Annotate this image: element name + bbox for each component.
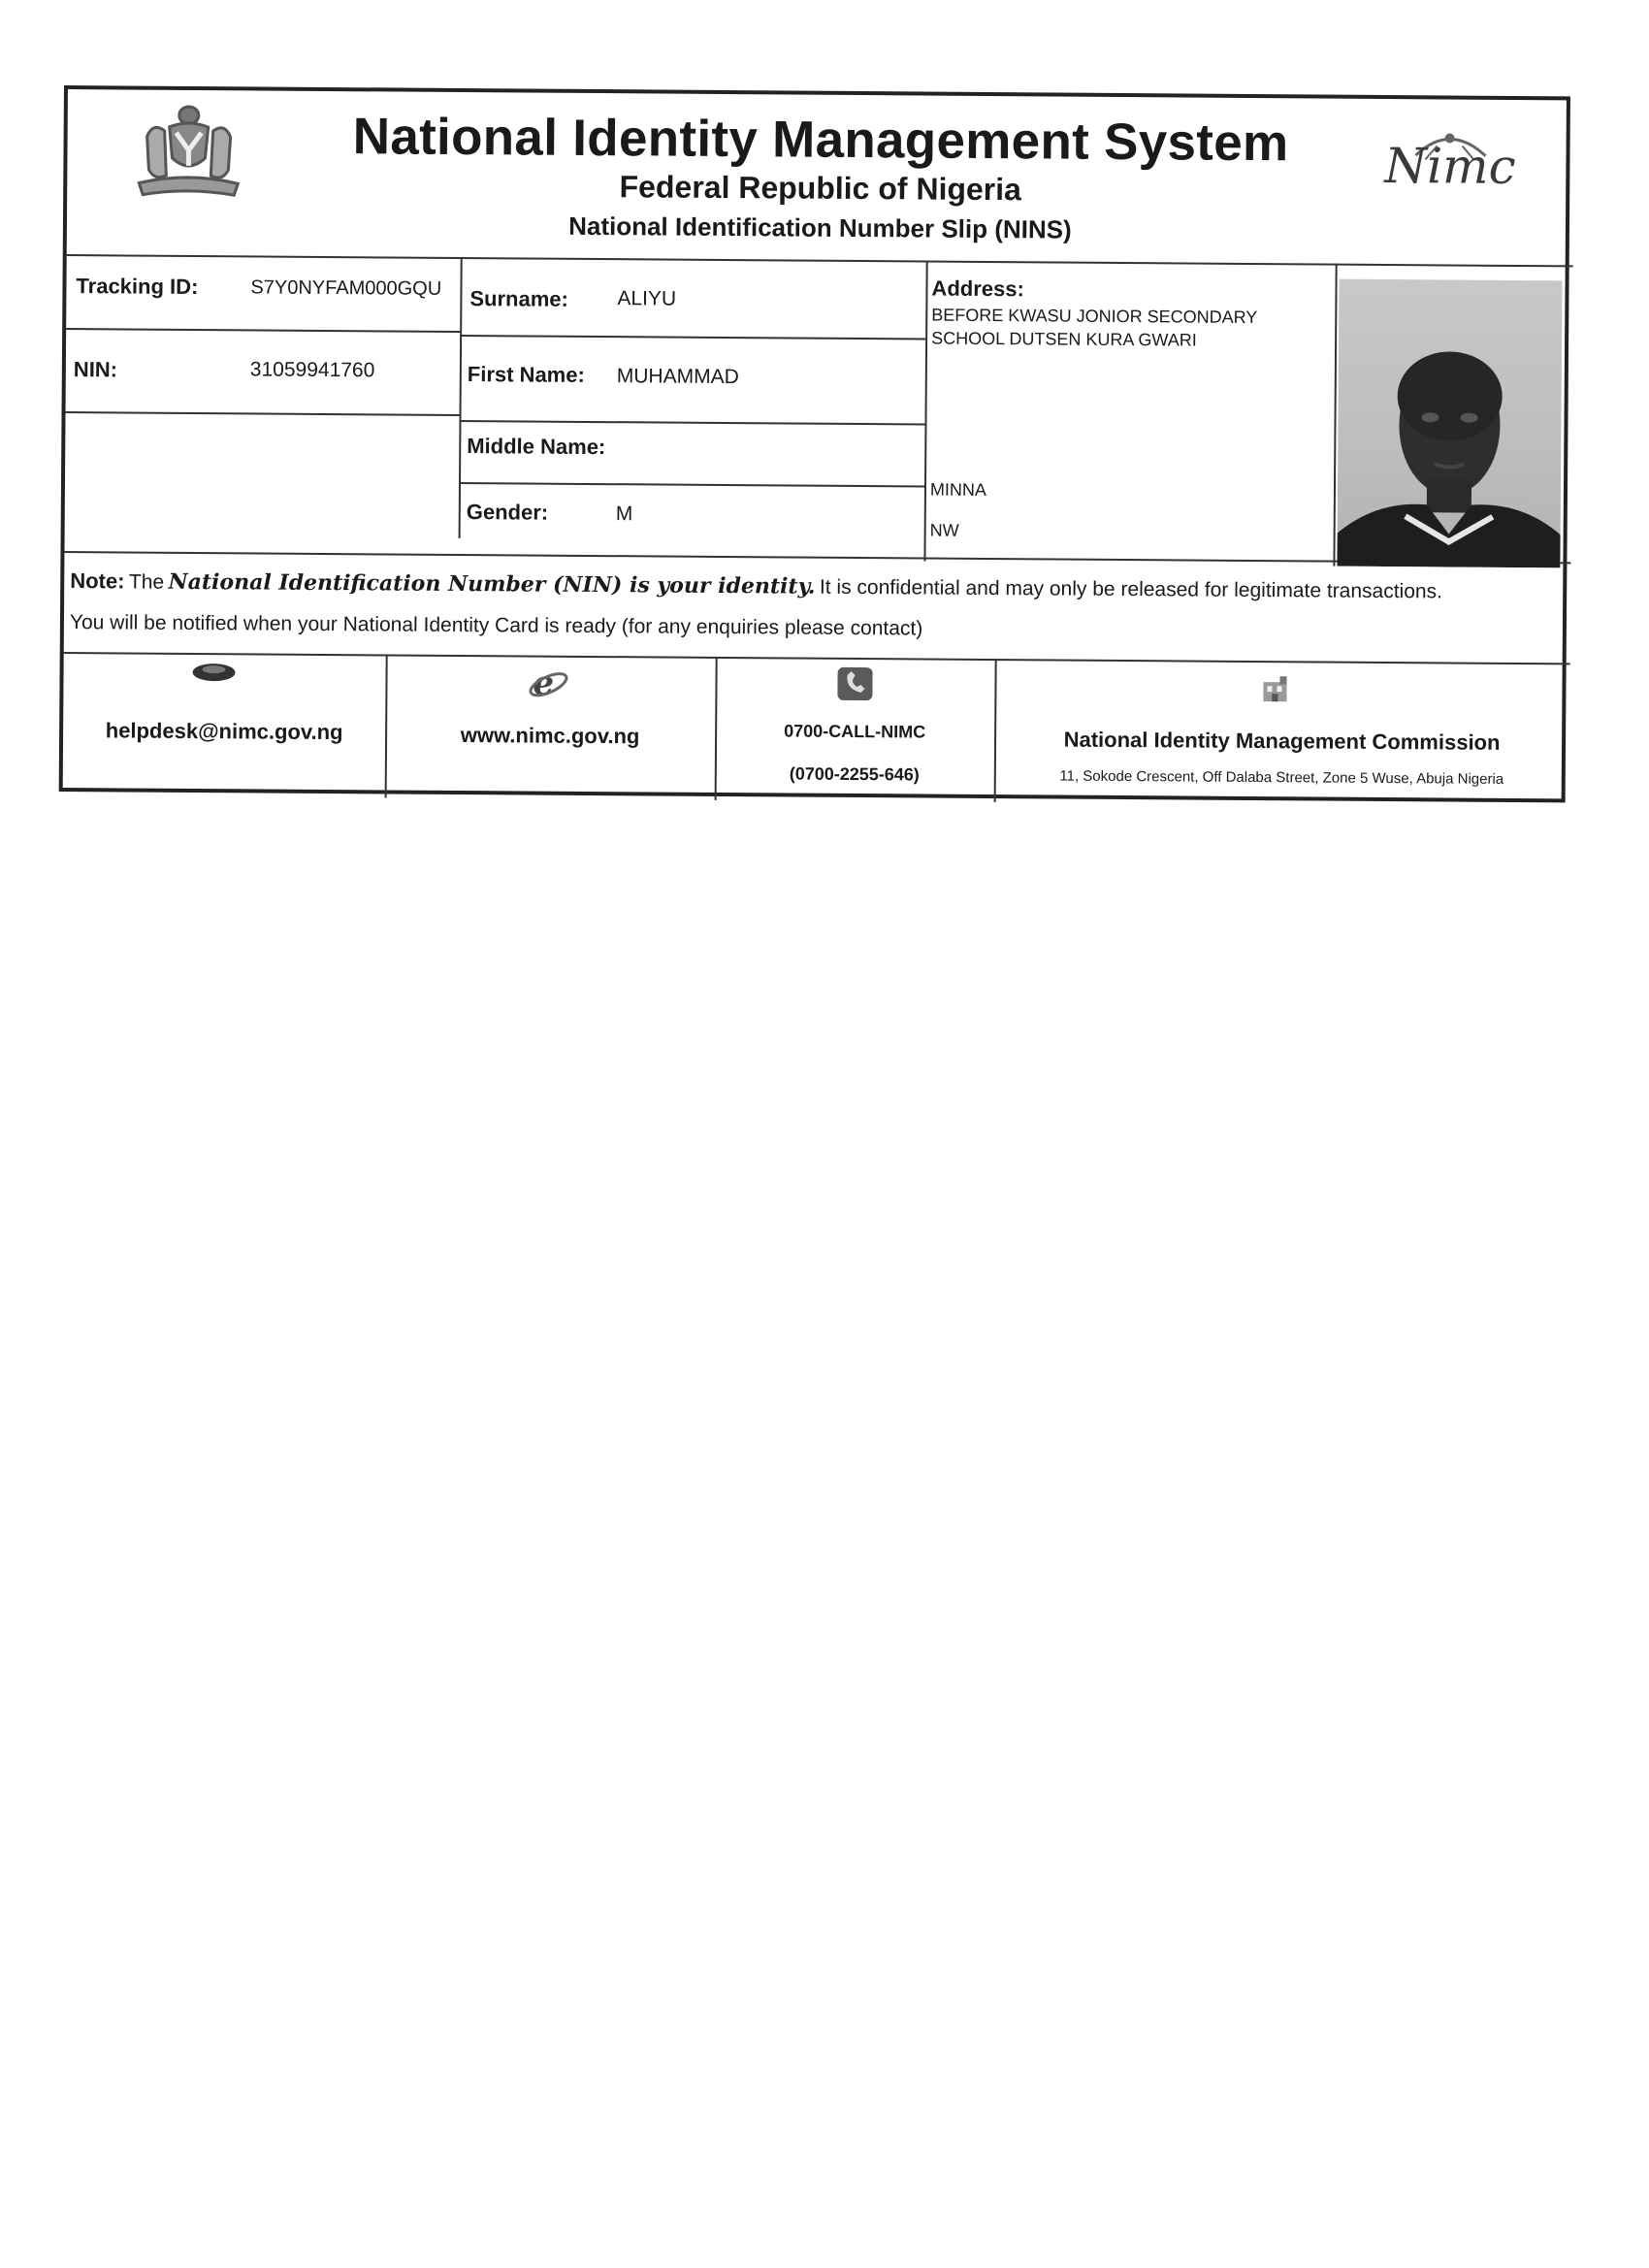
grid-divider xyxy=(459,257,463,538)
svg-text:e: e xyxy=(533,664,555,703)
address-town: MINNA xyxy=(929,479,987,500)
grid-divider xyxy=(459,482,924,488)
grid-divider xyxy=(459,420,924,426)
address-line-1: BEFORE KWASU JONIOR SECONDARY xyxy=(931,305,1258,328)
surname-label: Surname: xyxy=(469,286,568,311)
phone-number[interactable]: 0700-CALL-NIMC xyxy=(784,721,926,742)
internet-explorer-icon xyxy=(527,662,569,704)
first-name-label: First Name: xyxy=(467,362,585,387)
note-rest: It is confidential and may only be released for legitimate transactions. xyxy=(819,575,1443,603)
phone-icon xyxy=(835,665,874,702)
slip-name: National Identification Number Slip (NINS) xyxy=(568,211,1072,244)
tracking-id-value: S7Y0NYFAM000GQU xyxy=(250,276,442,300)
note-line-2-text: You will be notified when your National Identity Card is ready xyxy=(69,611,617,638)
page-title: National Identity Management System xyxy=(352,108,1289,173)
page-subtitle: Federal Republic of Nigeria xyxy=(619,169,1022,208)
header-divider xyxy=(67,254,1573,267)
nin-value: 31059941760 xyxy=(249,358,375,382)
footer-divider xyxy=(64,652,1570,664)
surname-value: ALIYU xyxy=(617,287,677,310)
note-the: The xyxy=(128,570,165,594)
website-link[interactable]: www.nimc.gov.ng xyxy=(460,723,640,749)
middle-name-label: Middle Name: xyxy=(467,434,606,460)
helpdesk-email-link[interactable]: helpdesk@nimc.gov.ng xyxy=(105,718,343,745)
building-icon xyxy=(1260,674,1289,703)
note-emphasis: National Identification Number (NIN) is your identity. xyxy=(168,568,816,599)
organisation-name: National Identity Management Commission xyxy=(1063,727,1501,755)
email-icon xyxy=(189,659,238,686)
phone-digits[interactable]: (0700-2255-646) xyxy=(789,763,920,785)
nin-slip xyxy=(59,85,1570,802)
nin-label: NIN: xyxy=(73,357,118,382)
address-label: Address: xyxy=(931,275,1024,302)
note-line-2-paren: (for any enquiries please contact) xyxy=(621,615,923,640)
organisation-address: 11, Sokode Crescent, Off Dalaba Street, Zone 5 Wuse, Abuja Nigeria xyxy=(1059,767,1504,788)
first-name-value: MUHAMMAD xyxy=(616,365,739,389)
note-line-2 xyxy=(70,611,923,640)
gender-label: Gender: xyxy=(466,500,549,525)
gender-value: M xyxy=(615,502,633,526)
tracking-id-label: Tracking ID: xyxy=(76,274,199,300)
address-state: NW xyxy=(929,520,959,540)
portrait-photo xyxy=(1337,279,1562,568)
address-line-2: SCHOOL DUTSEN KURA GWARI xyxy=(931,328,1197,350)
note-line-1 xyxy=(70,568,1442,603)
grid-divider xyxy=(923,261,927,562)
grid-divider xyxy=(460,335,925,340)
grid-divider xyxy=(66,411,460,416)
grid-divider xyxy=(66,328,460,333)
note-prefix: Note: xyxy=(70,568,125,594)
nimc-logo-text: Nimc xyxy=(1384,137,1516,195)
